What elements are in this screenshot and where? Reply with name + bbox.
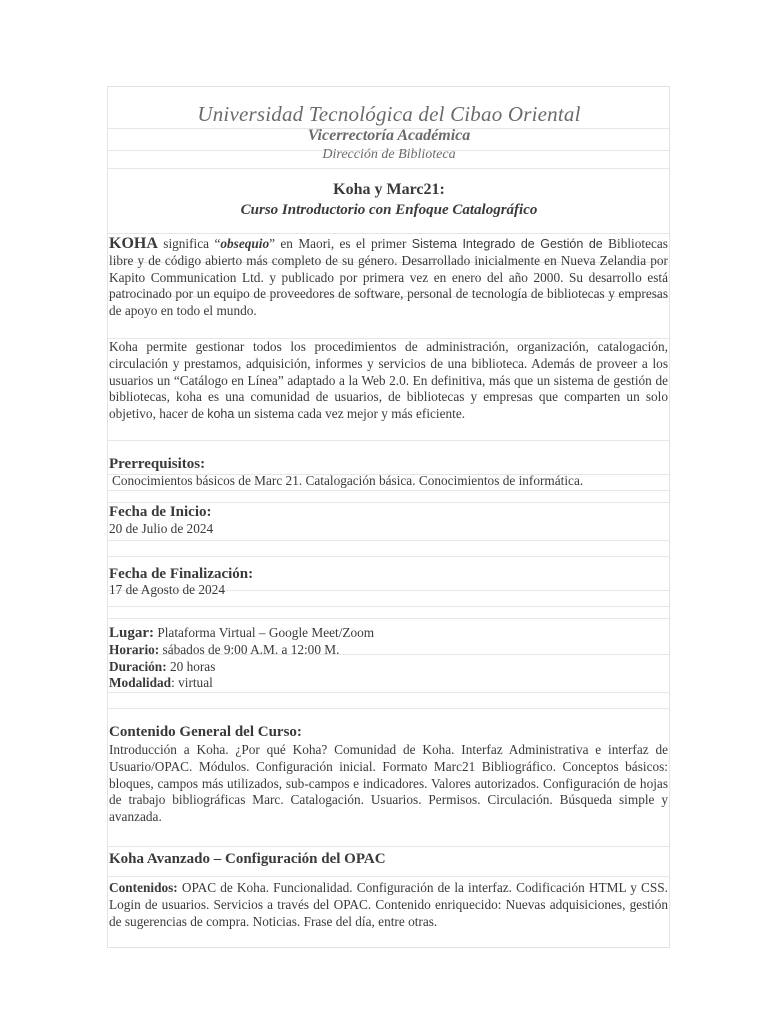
divider xyxy=(107,440,670,441)
divider xyxy=(107,692,670,693)
description-text: Koha permite gestionar todos los procedimientos de administración, organización, catalogación, circulación y prestamos, adquisición, informes y servicios de una biblioteca. Además de proveer a los usuarios un “Catálogo en Línea” adaptado a la Web 2.0. En definitiva, más que un sistema de gestión de bibliotecas, koha es una comunidad de usuarios, de bibliotecas y empresas que comparten un solo objetivo, hacer de xyxy=(109,339,668,422)
end-date-value: 17 de Agosto de 2024 xyxy=(109,582,225,597)
prerequisites-text: Conocimientos básicos de Marc 21. Catalogación básica. Conocimientos de informática. xyxy=(112,473,584,488)
contenidos-label: Contenidos: xyxy=(109,880,178,895)
horario-value: sábados de 9:00 A.M. a 12:00 M. xyxy=(159,642,340,657)
divider xyxy=(107,168,670,169)
contenido-heading: Contenido General del Curso: xyxy=(109,724,302,740)
koha-description-paragraph xyxy=(109,339,668,423)
avanzado-heading: Koha Avanzado – Configuración del OPAC xyxy=(109,851,386,867)
lugar-value: Plataforma Virtual – Google Meet/Zoom xyxy=(154,625,375,640)
divider xyxy=(107,876,670,877)
course-subtitle: Curso Introductorio con Enfoque Catalográfico xyxy=(240,202,538,218)
divider xyxy=(107,556,670,557)
duracion-row xyxy=(109,659,669,675)
divider xyxy=(107,490,670,491)
modalidad-row xyxy=(109,675,669,691)
prerequisites-heading: Prerrequisitos: xyxy=(109,456,206,472)
intro-text: significa “ xyxy=(157,236,221,251)
end-date-heading: Fecha de Finalización: xyxy=(109,566,254,582)
lugar-label: Lugar: xyxy=(109,625,154,641)
obsequio-term: obsequio xyxy=(220,236,270,251)
horario-label: Horario: xyxy=(109,642,160,657)
vicerrectoria-title: Vicerrectoría Académica xyxy=(307,127,471,144)
divider xyxy=(107,540,670,541)
contenido-text: Introducción a Koha. ¿Por qué Koha? Comunidad de Koha. Interfaz Administrativa e interfaz de Usuario/OPAC. Módulos. Configuración inicial. Formato Marc21 Bibliográfico. Conceptos básicos: bloques, campos más utilizados, sub-campos e indicadores. Valores autorizados. Configuración de hojas de trabajo bibliográficas Marc. Catalogación. Usuarios. Permisos. Circulación. Búsqueda simple y avanzada. xyxy=(109,742,668,825)
sigb-term: Sistema Integrado de Gestión de xyxy=(411,237,603,251)
contenidos-value: OPAC de Koha. Funcionalidad. Configuración de la interfaz. Codificación HTML y CSS. Login de usuarios. Servicios a través del OPAC. Contenido enriquecido: Nuevas adquisiciones, gestión de sugerencias de compra. Noticias. Frase del día, entre otras. xyxy=(109,880,668,929)
divider xyxy=(107,618,670,619)
description-text: un sistema cada vez mejor y más eficiente. xyxy=(234,406,466,422)
divider xyxy=(107,606,670,607)
direccion-title: Dirección de Biblioteca xyxy=(322,147,456,162)
duracion-value: 20 horas xyxy=(166,659,216,674)
modalidad-value: : virtual xyxy=(171,675,213,690)
duracion-label: Duración: xyxy=(109,659,167,674)
university-name: Universidad Tecnológica del Cibao Oriental xyxy=(197,102,581,126)
start-date-heading: Fecha de Inicio: xyxy=(109,504,212,520)
divider xyxy=(107,708,670,709)
modalidad-label: Modalidad xyxy=(109,675,172,690)
lugar-row xyxy=(109,623,669,643)
course-title: Koha y Marc21: xyxy=(333,181,445,198)
divider xyxy=(107,233,670,234)
koha-keyword: KOHA xyxy=(109,235,158,252)
horario-row xyxy=(109,642,669,658)
intro-text: Bibliotecas libre y de código abierto más completo de su género. Desarrollado inicialmente en Nueva Zelandia por Kapito Communication Ltd. y publicado por primera vez en enero del año 2000. Su desarrollo está patrocinado por un equipo de proveedores de software, personal de tecnología de bibliotecas y empresas de apoyo en todo el mundo. xyxy=(109,236,668,319)
intro-text: ” en Maori, es el primer xyxy=(269,236,412,251)
divider xyxy=(107,846,670,847)
intro-paragraph xyxy=(109,236,668,320)
start-date-value: 20 de Julio de 2024 xyxy=(109,521,214,536)
avanzado-text xyxy=(109,880,668,930)
koha-inline-term: koha xyxy=(207,407,235,422)
